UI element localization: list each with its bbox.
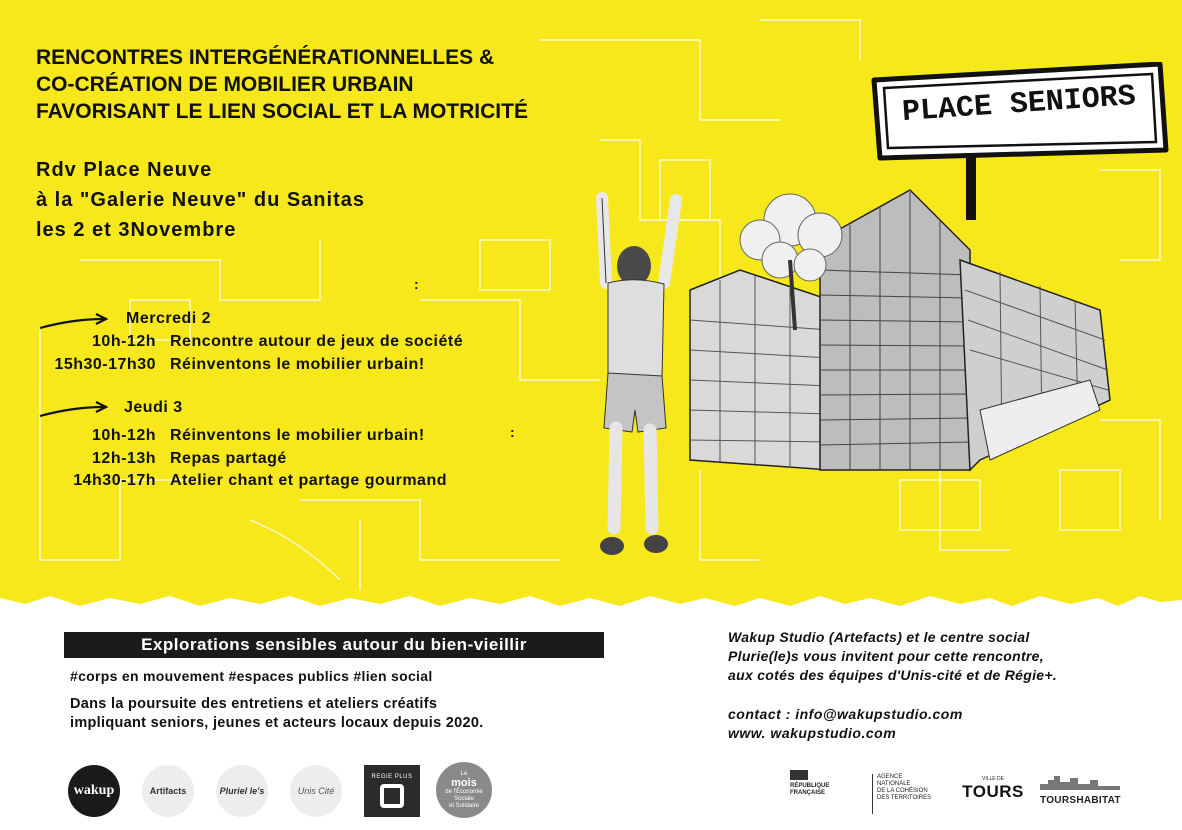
description-line-2: impliquant seniors, jeunes et acteurs locaux depuis 2020. bbox=[70, 715, 484, 731]
wakup-logo-text: wakup bbox=[73, 783, 115, 798]
uniscite-logo bbox=[290, 765, 342, 817]
hashtags: #corps en mouvement #espaces publics #lien social bbox=[70, 668, 433, 684]
schedule-activity: Réinventons le mobilier urbain! bbox=[170, 356, 425, 373]
rdv-block bbox=[36, 155, 365, 245]
mois-ess-text: de l'Économie bbox=[445, 788, 483, 795]
contact-block bbox=[728, 705, 963, 743]
day-2-label: Jeudi 3 bbox=[124, 399, 183, 416]
schedule-row bbox=[32, 450, 287, 468]
anct-text-1: AGENCE bbox=[877, 774, 903, 780]
description-line-1: Dans la poursuite des entretiens et ateliers créatifs bbox=[70, 696, 438, 712]
place-seniors-sign bbox=[870, 62, 1170, 162]
artefacts-logo-text: Artifacts bbox=[149, 786, 187, 796]
uniscite-logo-text: Unis Cité bbox=[297, 786, 335, 796]
schedule-time: 12h-13h bbox=[92, 450, 156, 467]
anct-text-2: NATIONALE bbox=[877, 781, 911, 787]
republique-francaise-logo bbox=[790, 770, 844, 814]
banner-title: Explorations sensibles autour du bien-vieillir bbox=[64, 632, 604, 658]
schedule-time: 10h-12h bbox=[92, 333, 156, 350]
arrow-icon bbox=[38, 313, 110, 331]
contact-website[interactable]: www. wakupstudio.com bbox=[728, 725, 897, 741]
schedule-row bbox=[32, 427, 425, 445]
tours-text: TOURS bbox=[962, 782, 1024, 801]
schedule-activity: Repas partagé bbox=[170, 450, 287, 467]
mois-ess-text: Le bbox=[460, 770, 468, 777]
wakup-logo bbox=[68, 765, 120, 817]
schedule-row bbox=[32, 356, 425, 374]
regie-plus-logo-text: REGIE PLUS bbox=[371, 774, 413, 780]
invite-line-2: Plurie(le)s vous invitent pour cette rencontre, bbox=[728, 648, 1044, 664]
headline-line-1: RENCONTRES INTERGÉNÉRATIONNELLES & bbox=[36, 46, 495, 69]
schedule-row bbox=[32, 472, 447, 490]
mois-ess-text: et Solidaire bbox=[448, 802, 480, 809]
mois-ess-logo bbox=[436, 762, 492, 818]
schedule-time: 10h-12h bbox=[92, 427, 156, 444]
republique-text-2: FRANÇAISE bbox=[790, 790, 826, 796]
stray-colon-2: : bbox=[510, 424, 515, 440]
invite-line-3: aux cotés des équipes d'Unis-cité et de Régie+. bbox=[728, 667, 1058, 683]
marianne-icon bbox=[790, 770, 808, 780]
day-1-label: Mercredi 2 bbox=[126, 310, 212, 327]
schedule-time: 15h30-17h30 bbox=[54, 356, 156, 373]
regie-plus-icon bbox=[380, 784, 404, 808]
mois-ess-text: mois bbox=[451, 776, 477, 789]
headline-line-2: CO-CRÉATION DE MOBILIER URBAIN bbox=[36, 73, 414, 96]
pluriel-logo bbox=[216, 765, 268, 817]
woman-arms-up-image bbox=[578, 188, 698, 568]
schedule-activity: Réinventons le mobilier urbain! bbox=[170, 427, 425, 444]
pluriel-logo-text: Pluriel le's bbox=[219, 786, 265, 796]
skyline-icon bbox=[1040, 774, 1120, 790]
republique-text-1: RÉPUBLIQUE bbox=[790, 783, 830, 789]
headline-line-3: FAVORISANT LE LIEN SOCIAL ET LA MOTRICITÉ bbox=[36, 100, 528, 123]
schedule-activity: Atelier chant et partage gourmand bbox=[170, 472, 447, 489]
anct-text-4: DES TERRITOIRES bbox=[877, 795, 932, 801]
invitation-text bbox=[728, 628, 1057, 685]
headline bbox=[36, 44, 676, 125]
buildings-collage-image bbox=[680, 180, 1120, 480]
contact-email[interactable]: contact : info@wakupstudio.com bbox=[728, 706, 963, 722]
mois-ess-text: Sociale bbox=[454, 795, 474, 802]
sign-text: PLACE SENIORS bbox=[901, 79, 1137, 131]
tourshabitat-text: TOURSHABITAT bbox=[1040, 795, 1121, 806]
schedule-row bbox=[32, 333, 463, 351]
rdv-line-3: les 2 et 3Novembre bbox=[36, 219, 237, 241]
schedule-activity: Rencontre autour de jeux de société bbox=[170, 333, 464, 350]
description bbox=[70, 695, 484, 733]
artefacts-logo bbox=[142, 765, 194, 817]
stray-colon: : bbox=[414, 276, 419, 292]
rdv-line-1: Rdv Place Neuve bbox=[36, 159, 213, 181]
anct-text-3: DE LA COHÉSION bbox=[877, 788, 928, 794]
invite-line-1: Wakup Studio (Artefacts) et le centre social bbox=[728, 629, 1030, 645]
rdv-line-2: à la "Galerie Neuve" du Sanitas bbox=[36, 189, 365, 211]
tours-logo bbox=[958, 776, 1028, 812]
tourshabitat-logo bbox=[1040, 774, 1130, 814]
anct-logo bbox=[872, 774, 947, 814]
schedule-time: 14h30-17h bbox=[73, 472, 156, 489]
regie-plus-logo bbox=[364, 765, 420, 817]
arrow-icon bbox=[38, 401, 110, 419]
tours-small-text: VILLE DE bbox=[982, 776, 1004, 782]
